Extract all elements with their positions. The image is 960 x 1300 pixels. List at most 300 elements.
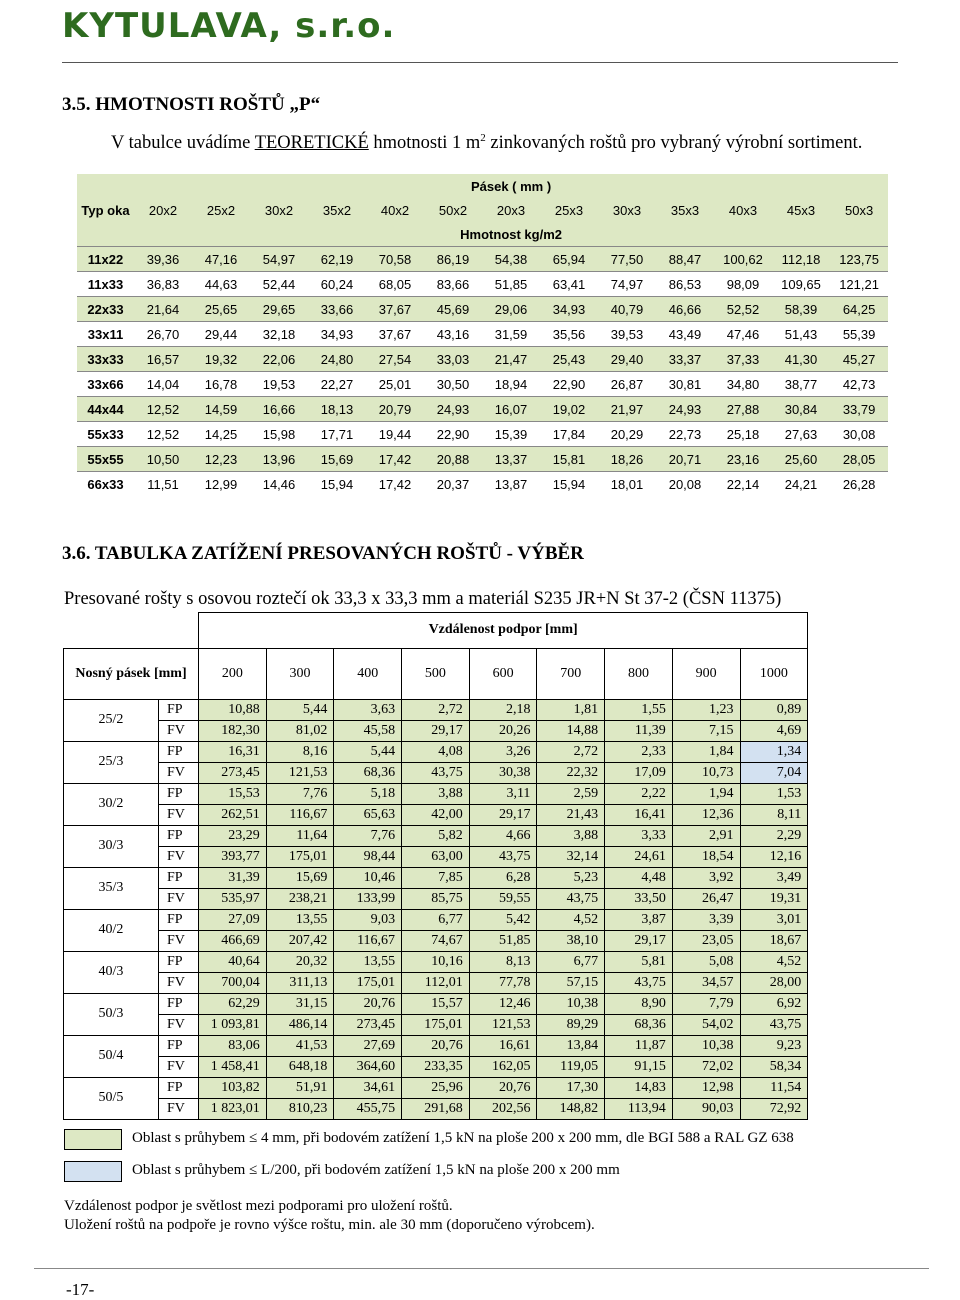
weights-col-header: 30x2: [250, 198, 308, 222]
load-cell: 5,18: [334, 783, 402, 804]
load-row-fv: [64, 888, 808, 909]
load-cell: 8,11: [740, 804, 808, 825]
weights-cell: 22,06: [250, 347, 308, 372]
load-cell: 116,67: [334, 930, 402, 951]
load-cell: 15,53: [199, 783, 267, 804]
load-cell: 238,21: [266, 888, 334, 909]
weights-header-row-1: [77, 174, 888, 198]
load-cell: 2,72: [402, 699, 470, 720]
section-heading-weights: 3.5. HMOTNOSTI ROŠTŮ „P“: [62, 94, 321, 115]
weights-cell: 37,67: [366, 322, 424, 347]
weights-cell: 16,66: [250, 397, 308, 422]
load-cell: 3,87: [605, 909, 673, 930]
load-cell: 6,92: [740, 993, 808, 1014]
weights-cell: 15,94: [308, 472, 366, 497]
weights-cell: 21,97: [598, 397, 656, 422]
load-type-label: FP: [159, 867, 199, 888]
load-cell: 0,89: [740, 699, 808, 720]
weights-cell: 39,36: [134, 247, 192, 272]
load-cell: 5,08: [672, 951, 740, 972]
weights-cell: 14,46: [250, 472, 308, 497]
weights-cell: 15,69: [308, 447, 366, 472]
nosny-pasek-label: 30/2: [64, 783, 159, 825]
weights-cell: 23,16: [714, 447, 772, 472]
load-cell: 22,32: [537, 762, 605, 783]
load-row-fv: [64, 1098, 808, 1119]
load-cell: 8,16: [266, 741, 334, 762]
intro-text-a: V tabulce uvádíme: [111, 133, 255, 154]
nosny-pasek-label: 40/3: [64, 951, 159, 993]
typ-oka-header: Typ oka: [77, 174, 134, 247]
weights-cell: 65,94: [540, 247, 598, 272]
weights-cell: 109,65: [772, 272, 830, 297]
load-cell: 162,05: [469, 1056, 537, 1077]
load-type-label: FP: [159, 699, 199, 720]
load-cell: 24,61: [605, 846, 673, 867]
weights-cell: 41,30: [772, 347, 830, 372]
load-cell: 11,64: [266, 825, 334, 846]
weights-row: [77, 447, 888, 472]
load-cell: 65,63: [334, 804, 402, 825]
load-cell: 15,57: [402, 993, 470, 1014]
hmotnost-header: Hmotnost kg/m2: [134, 222, 888, 247]
weights-cell: 17,84: [540, 422, 598, 447]
weights-cell: 26,70: [134, 322, 192, 347]
weights-cell: 18,26: [598, 447, 656, 472]
load-cell: 6,77: [402, 909, 470, 930]
load-type-label: FP: [159, 741, 199, 762]
weights-cell: 16,78: [192, 372, 250, 397]
weights-col-header: 20x3: [482, 198, 540, 222]
load-cell: 8,13: [469, 951, 537, 972]
weights-cell: 25,60: [772, 447, 830, 472]
load-corner-cell: [64, 613, 199, 649]
load-cell: 121,53: [266, 762, 334, 783]
load-cell: 7,15: [672, 720, 740, 741]
weights-cell: 29,65: [250, 297, 308, 322]
weights-cell: 62,19: [308, 247, 366, 272]
weights-cell: 20,29: [598, 422, 656, 447]
load-cell: 648,18: [266, 1056, 334, 1077]
weights-header-row-2: [77, 198, 888, 222]
nosny-pasek-label: 50/3: [64, 993, 159, 1035]
load-row-fv: [64, 846, 808, 867]
weights-cell: 29,44: [192, 322, 250, 347]
weights-cell: 60,24: [308, 272, 366, 297]
weights-cell: 55,39: [830, 322, 888, 347]
weights-row: [77, 297, 888, 322]
note-line-1: Vzdálenost podpor je světlost mezi podporami pro uložení roštů.: [64, 1198, 453, 1214]
load-cell: 2,72: [537, 741, 605, 762]
weights-cell: 54,97: [250, 247, 308, 272]
load-row-fv: [64, 720, 808, 741]
load-cell: 34,61: [334, 1077, 402, 1098]
span-col-header: 200: [199, 648, 267, 699]
weights-cell: 18,13: [308, 397, 366, 422]
weights-cell: 17,71: [308, 422, 366, 447]
load-cell: 8,90: [605, 993, 673, 1014]
load-cell: 103,82: [199, 1077, 267, 1098]
legend-blue-swatch: [64, 1161, 122, 1182]
load-cell: 14,88: [537, 720, 605, 741]
load-cell: 81,02: [266, 720, 334, 741]
intro-superscript: 2: [480, 132, 486, 144]
weights-cell: 21,47: [482, 347, 540, 372]
load-cell: 1,94: [672, 783, 740, 804]
weights-cell: 24,93: [424, 397, 482, 422]
weights-cell: 38,77: [772, 372, 830, 397]
load-cell: 43,75: [605, 972, 673, 993]
load-cell: 1 458,41: [199, 1056, 267, 1077]
weights-row-type: 33x33: [77, 347, 134, 372]
load-cell: 119,05: [537, 1056, 605, 1077]
weights-cell: 18,01: [598, 472, 656, 497]
load-cell: 85,75: [402, 888, 470, 909]
weights-cell: 36,83: [134, 272, 192, 297]
weights-cell: 28,05: [830, 447, 888, 472]
load-cell: 273,45: [199, 762, 267, 783]
load-row-fp: [64, 951, 808, 972]
load-cell: 18,67: [740, 930, 808, 951]
load-cell: 12,36: [672, 804, 740, 825]
weights-cell: 43,16: [424, 322, 482, 347]
load-cell: 6,77: [537, 951, 605, 972]
load-cell: 9,23: [740, 1035, 808, 1056]
weights-cell: 25,18: [714, 422, 772, 447]
load-cell: 10,16: [402, 951, 470, 972]
load-cell: 19,31: [740, 888, 808, 909]
load-type-label: FV: [159, 804, 199, 825]
weights-cell: 17,42: [366, 472, 424, 497]
load-type-label: FP: [159, 909, 199, 930]
load-cell: 5,81: [605, 951, 673, 972]
legend-green-swatch: [64, 1129, 122, 1150]
load-cell: 91,15: [605, 1056, 673, 1077]
weights-cell: 121,21: [830, 272, 888, 297]
load-cell: 10,46: [334, 867, 402, 888]
load-cell: 83,06: [199, 1035, 267, 1056]
load-type-label: FV: [159, 1014, 199, 1035]
load-cell: 74,67: [402, 930, 470, 951]
load-cell: 3,63: [334, 699, 402, 720]
load-row-fv: [64, 972, 808, 993]
load-type-label: FV: [159, 930, 199, 951]
load-cell: 2,29: [740, 825, 808, 846]
load-cell: 175,01: [402, 1014, 470, 1035]
load-cell: 10,88: [199, 699, 267, 720]
load-cell: 59,55: [469, 888, 537, 909]
company-logo: KYTULAVA, s.r.o.: [62, 6, 396, 46]
weights-cell: 52,52: [714, 297, 772, 322]
weights-cell: 45,27: [830, 347, 888, 372]
weights-cell: 86,19: [424, 247, 482, 272]
load-cell: 1,55: [605, 699, 673, 720]
load-cell: 68,36: [334, 762, 402, 783]
load-cell: 4,66: [469, 825, 537, 846]
weights-cell: 10,50: [134, 447, 192, 472]
weights-cell: 32,18: [250, 322, 308, 347]
load-cell: 4,69: [740, 720, 808, 741]
weights-cell: 43,49: [656, 322, 714, 347]
nosny-pasek-label: 40/2: [64, 909, 159, 951]
load-cell: 116,67: [266, 804, 334, 825]
load-cell: 3,33: [605, 825, 673, 846]
load-row-fp: [64, 783, 808, 804]
weights-col-header: 50x3: [830, 198, 888, 222]
load-cell: 23,29: [199, 825, 267, 846]
weights-cell: 34,80: [714, 372, 772, 397]
load-cell: 2,22: [605, 783, 673, 804]
weights-cell: 46,66: [656, 297, 714, 322]
nosny-pasek-label: 50/4: [64, 1035, 159, 1077]
load-type-label: FV: [159, 720, 199, 741]
load-row-fv: [64, 762, 808, 783]
load-cell: 18,54: [672, 846, 740, 867]
load-type-label: FV: [159, 846, 199, 867]
weights-cell: 22,14: [714, 472, 772, 497]
load-header-row-2: [64, 648, 808, 699]
load-cell: 7,76: [334, 825, 402, 846]
weights-cell: 16,57: [134, 347, 192, 372]
load-cell: 5,23: [537, 867, 605, 888]
load-cell: 2,59: [537, 783, 605, 804]
load-cell: 175,01: [266, 846, 334, 867]
load-table: [63, 612, 808, 1120]
load-type-label: FP: [159, 825, 199, 846]
load-cell: 207,42: [266, 930, 334, 951]
weights-cell: 52,44: [250, 272, 308, 297]
weights-row: [77, 272, 888, 297]
legend-green-text: Oblast s průhybem ≤ 4 mm, při bodovém zatížení 1,5 kN na ploše 200 x 200 mm, dle BGI 588 a RAL GZ 638: [132, 1130, 794, 1146]
load-cell: 1,84: [672, 741, 740, 762]
weights-cell: 24,93: [656, 397, 714, 422]
weights-row: [77, 247, 888, 272]
load-cell: 11,87: [605, 1035, 673, 1056]
weights-cell: 14,59: [192, 397, 250, 422]
weights-cell: 19,32: [192, 347, 250, 372]
load-type-label: FP: [159, 993, 199, 1014]
load-cell: 3,01: [740, 909, 808, 930]
weights-col-header: 45x3: [772, 198, 830, 222]
load-cell: 27,69: [334, 1035, 402, 1056]
weights-cell: 88,47: [656, 247, 714, 272]
weights-cell: 27,63: [772, 422, 830, 447]
weights-header-row-3: [77, 222, 888, 247]
weights-cell: 19,44: [366, 422, 424, 447]
weights-cell: 34,93: [308, 322, 366, 347]
load-cell: 175,01: [334, 972, 402, 993]
load-cell: 16,41: [605, 804, 673, 825]
load-cell: 112,01: [402, 972, 470, 993]
load-cell: 62,29: [199, 993, 267, 1014]
weights-row-type: 22x33: [77, 297, 134, 322]
footer-divider: [34, 1268, 929, 1269]
load-cell: 4,52: [740, 951, 808, 972]
load-cell: 455,75: [334, 1098, 402, 1119]
load-row-fp: [64, 867, 808, 888]
load-cell: 148,82: [537, 1098, 605, 1119]
load-cell: 30,38: [469, 762, 537, 783]
load-cell: 32,14: [537, 846, 605, 867]
span-col-header: 1000: [740, 648, 808, 699]
weights-cell: 51,43: [772, 322, 830, 347]
weights-row-type: 33x66: [77, 372, 134, 397]
weights-cell: 21,64: [134, 297, 192, 322]
load-row-fp: [64, 699, 808, 720]
load-cell: 7,76: [266, 783, 334, 804]
weights-cell: 27,54: [366, 347, 424, 372]
load-cell: 13,84: [537, 1035, 605, 1056]
load-cell: 182,30: [199, 720, 267, 741]
intro-text-d: zinkovaných roštů pro vybraný výrobní sortiment.: [485, 133, 863, 154]
weights-cell: 15,81: [540, 447, 598, 472]
load-cell: 43,75: [537, 888, 605, 909]
weights-cell: 24,80: [308, 347, 366, 372]
load-cell: 20,32: [266, 951, 334, 972]
load-cell: 16,61: [469, 1035, 537, 1056]
weights-cell: 12,52: [134, 422, 192, 447]
weights-cell: 14,04: [134, 372, 192, 397]
load-cell: 121,53: [469, 1014, 537, 1035]
load-cell: 45,58: [334, 720, 402, 741]
load-cell: 113,94: [605, 1098, 673, 1119]
load-cell: 31,15: [266, 993, 334, 1014]
weights-row-type: 55x33: [77, 422, 134, 447]
load-cell: 262,51: [199, 804, 267, 825]
load-type-label: FV: [159, 888, 199, 909]
weights-cell: 40,79: [598, 297, 656, 322]
weights-cell: 33,79: [830, 397, 888, 422]
weights-cell: 42,73: [830, 372, 888, 397]
weights-cell: 12,52: [134, 397, 192, 422]
load-cell: 17,30: [537, 1077, 605, 1098]
load-cell: 1 093,81: [199, 1014, 267, 1035]
weights-cell: 74,97: [598, 272, 656, 297]
load-cell: 535,97: [199, 888, 267, 909]
load-cell: 29,17: [402, 720, 470, 741]
weights-cell: 16,07: [482, 397, 540, 422]
load-cell: 77,78: [469, 972, 537, 993]
load-cell: 4,48: [605, 867, 673, 888]
load-type-label: FP: [159, 1035, 199, 1056]
load-cell: 2,18: [469, 699, 537, 720]
load-cell: 10,38: [537, 993, 605, 1014]
load-cell: 11,54: [740, 1077, 808, 1098]
weights-cell: 20,71: [656, 447, 714, 472]
weights-cell: 13,87: [482, 472, 540, 497]
weights-cell: 47,16: [192, 247, 250, 272]
load-cell: 51,85: [469, 930, 537, 951]
load-cell: 29,17: [469, 804, 537, 825]
load-cell: 43,75: [402, 762, 470, 783]
load-cell: 12,16: [740, 846, 808, 867]
weights-cell: 18,94: [482, 372, 540, 397]
load-cell: 54,02: [672, 1014, 740, 1035]
load-cell: 33,50: [605, 888, 673, 909]
load-type-label: FP: [159, 783, 199, 804]
weights-row-type: 11x33: [77, 272, 134, 297]
load-row-fv: [64, 930, 808, 951]
load-cell: 41,53: [266, 1035, 334, 1056]
nosny-pasek-header: Nosný pásek [mm]: [64, 648, 199, 699]
span-col-header: 400: [334, 648, 402, 699]
weights-cell: 19,02: [540, 397, 598, 422]
weights-col-header: 35x3: [656, 198, 714, 222]
weights-cell: 35,56: [540, 322, 598, 347]
intro-text-c: hmotnosti 1 m: [368, 133, 481, 154]
weights-cell: 15,94: [540, 472, 598, 497]
load-cell: 27,09: [199, 909, 267, 930]
span-col-header: 500: [402, 648, 470, 699]
load-cell: 57,15: [537, 972, 605, 993]
weights-cell: 63,41: [540, 272, 598, 297]
weights-cell: 14,25: [192, 422, 250, 447]
load-cell: 1,53: [740, 783, 808, 804]
load-cell: 26,47: [672, 888, 740, 909]
load-cell: 43,75: [469, 846, 537, 867]
weights-col-header: 40x3: [714, 198, 772, 222]
weights-cell: 58,39: [772, 297, 830, 322]
weights-row-type: 44x44: [77, 397, 134, 422]
weights-cell: 47,46: [714, 322, 772, 347]
weights-cell: 34,93: [540, 297, 598, 322]
nosny-pasek-label: 25/2: [64, 699, 159, 741]
load-cell: 25,96: [402, 1077, 470, 1098]
weights-cell: 33,66: [308, 297, 366, 322]
load-cell: 7,79: [672, 993, 740, 1014]
weights-row: [77, 347, 888, 372]
load-cell: 9,03: [334, 909, 402, 930]
load-cell: 291,68: [402, 1098, 470, 1119]
span-col-header: 700: [537, 648, 605, 699]
load-cell: 20,76: [334, 993, 402, 1014]
weights-cell: 37,67: [366, 297, 424, 322]
span-col-header: 300: [266, 648, 334, 699]
weights-row: [77, 472, 888, 497]
load-row-fp: [64, 993, 808, 1014]
load-cell: 23,05: [672, 930, 740, 951]
weights-cell: 20,37: [424, 472, 482, 497]
intro-text-emphasis: TEORETICKÉ: [254, 133, 369, 154]
intro-paragraph: [111, 127, 871, 154]
weights-cell: 33,03: [424, 347, 482, 372]
weights-cell: 26,28: [830, 472, 888, 497]
load-type-label: FP: [159, 951, 199, 972]
section-heading-load: 3.6. TABULKA ZATÍŽENÍ PRESOVANÝCH ROŠTŮ - VÝBĚR: [62, 543, 584, 564]
weights-cell: 24,21: [772, 472, 830, 497]
weights-cell: 86,53: [656, 272, 714, 297]
load-cell: 14,83: [605, 1077, 673, 1098]
weights-row-type: 11x22: [77, 247, 134, 272]
load-cell: 311,13: [266, 972, 334, 993]
weights-cell: 29,06: [482, 297, 540, 322]
weights-cell: 22,90: [540, 372, 598, 397]
load-cell: 58,34: [740, 1056, 808, 1077]
weights-cell: 112,18: [772, 247, 830, 272]
weights-row-type: 33x11: [77, 322, 134, 347]
load-cell: 5,44: [266, 699, 334, 720]
weights-col-header: 30x3: [598, 198, 656, 222]
weights-col-header: 25x3: [540, 198, 598, 222]
weights-cell: 12,99: [192, 472, 250, 497]
load-cell: 393,77: [199, 846, 267, 867]
load-row-fp: [64, 1035, 808, 1056]
load-cell: 72,02: [672, 1056, 740, 1077]
load-cell: 2,33: [605, 741, 673, 762]
load-cell: 20,76: [402, 1035, 470, 1056]
load-cell: 28,00: [740, 972, 808, 993]
load-cell: 10,38: [672, 1035, 740, 1056]
